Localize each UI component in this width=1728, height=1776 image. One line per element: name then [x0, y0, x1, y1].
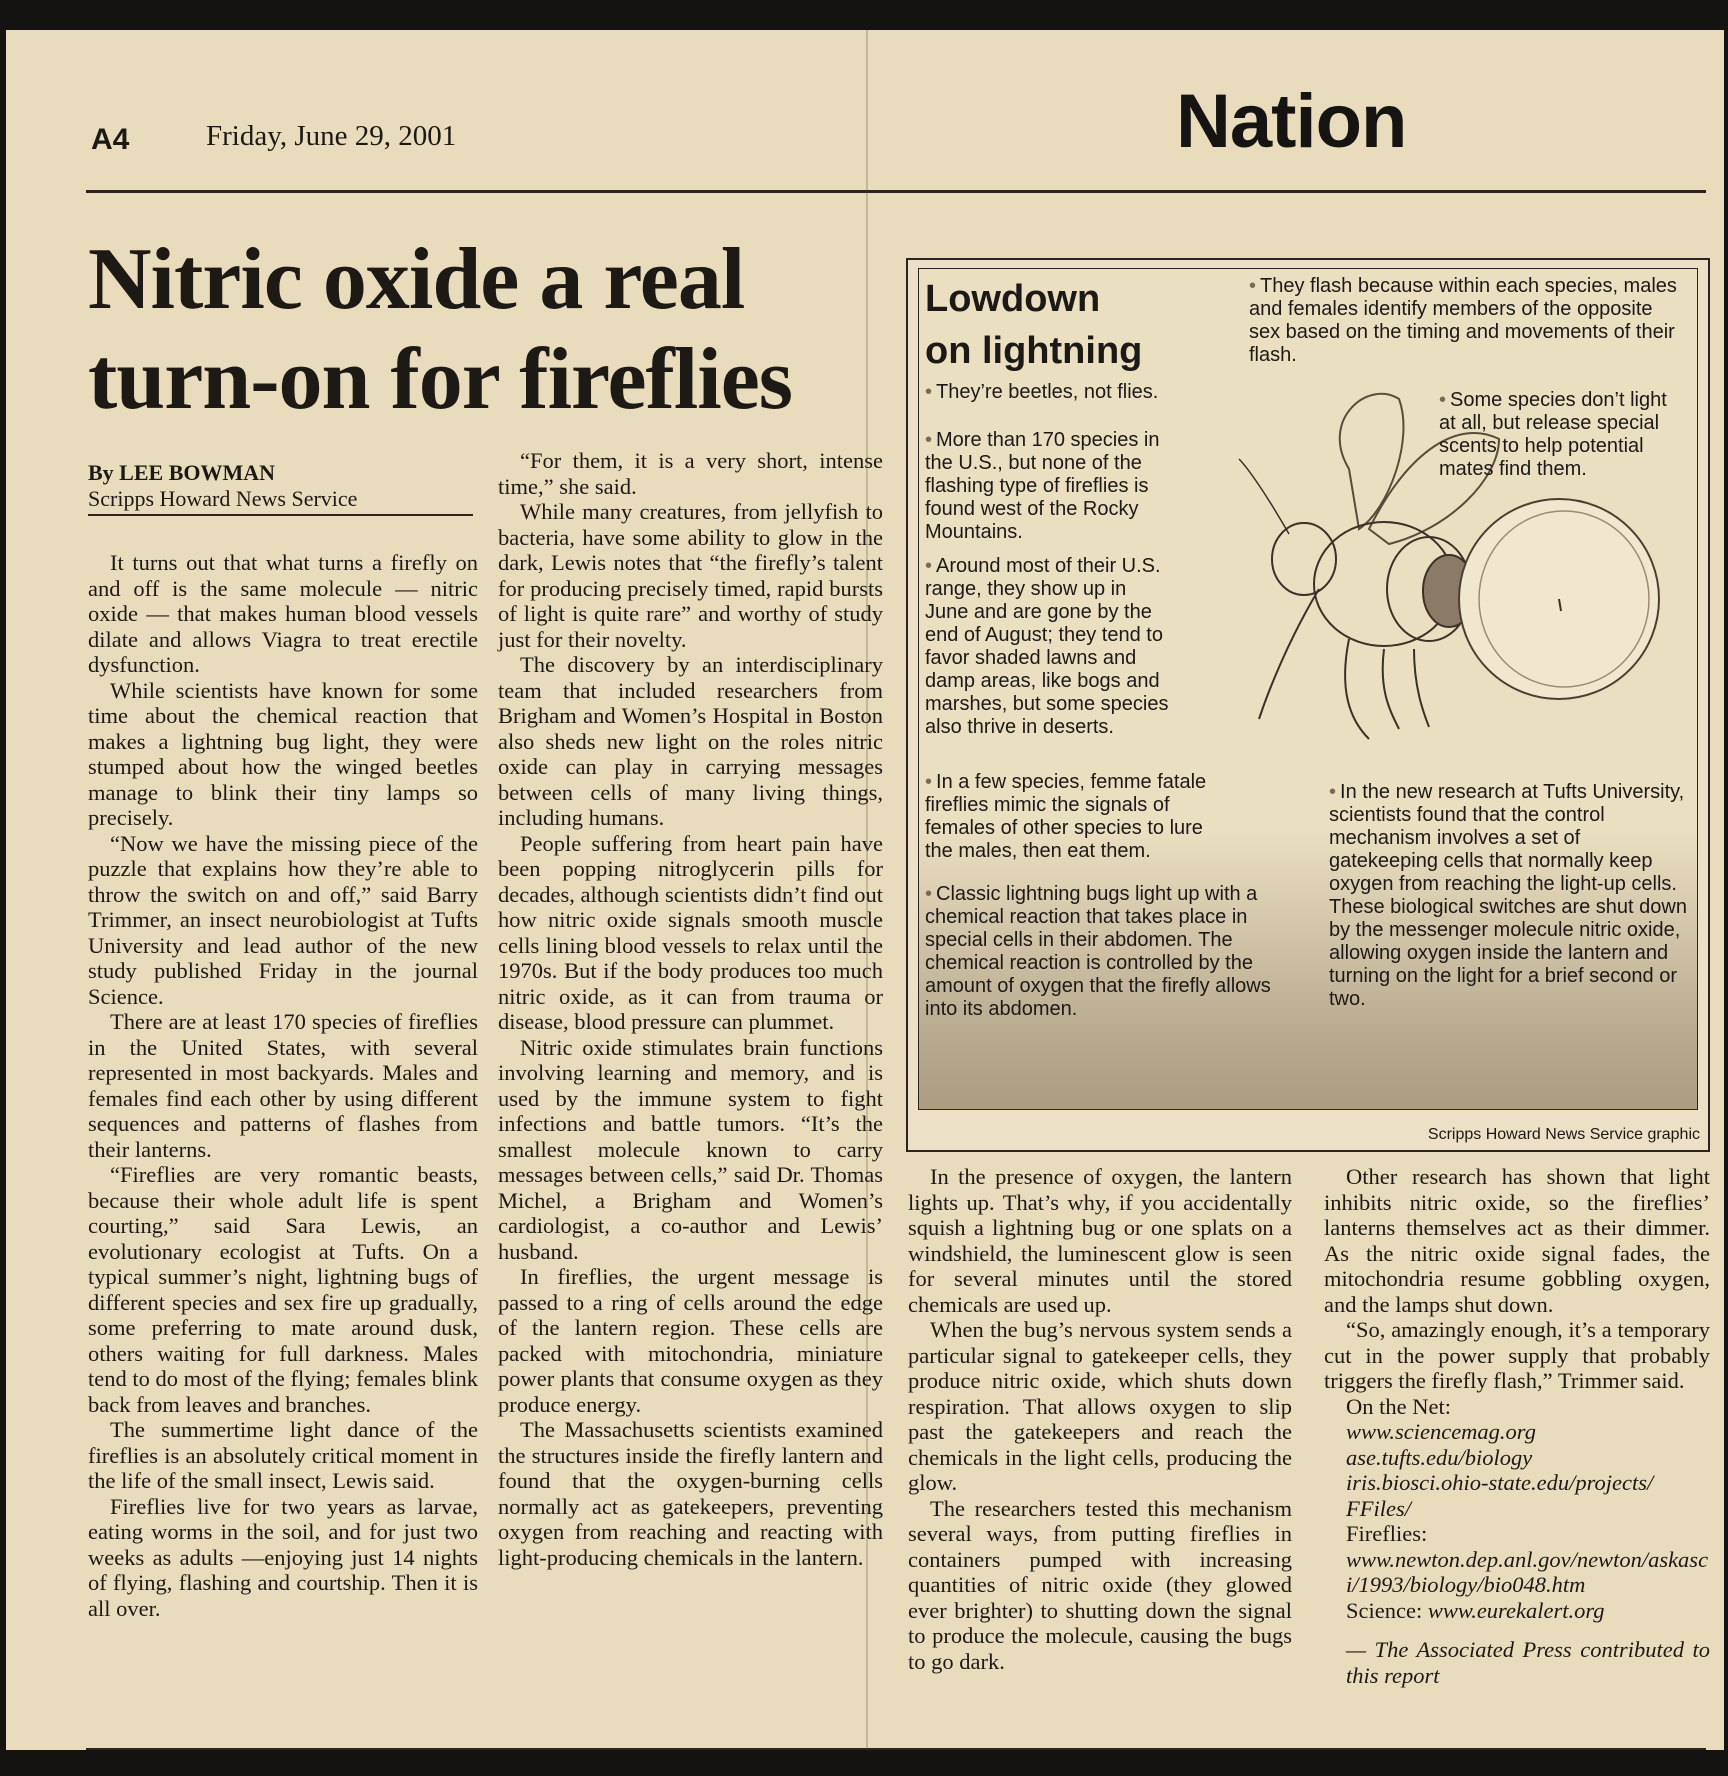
article-column-3	[908, 1164, 1292, 1674]
science-link: www.eurekalert.org	[1427, 1597, 1605, 1623]
graphic-title	[925, 273, 1142, 377]
paragraph: Nitric oxide stimulates brain functions involving learning and memory, and is used by the immune system to fight infections and battle tumors. “It’s the smallest molecule known to carry messages between cells,” said Dr. Thomas Michel, a Brigham and Women’s cardiologist, a co-author and Lewis’ husband.	[498, 1034, 883, 1264]
fireflies-label: Fireflies:	[1346, 1521, 1428, 1546]
bullet-icon: •	[925, 555, 933, 577]
page-number: A4	[91, 123, 130, 156]
byline-rule	[88, 514, 473, 516]
graphic-credit: Scripps Howard News Service graphic	[1427, 1126, 1700, 1143]
paragraph: The discovery by an interdisciplinary team that included researchers from Brigham and Women’s Hospital in Boston also sheds new light on the roles nitric oxide can play in carrying messages between cells of many living things, including humans.	[498, 652, 883, 830]
byline-org: Scripps Howard News Service	[88, 486, 358, 511]
section-title: Nation	[1176, 79, 1407, 164]
paragraph: The Massachusetts scientists examined the structures inside the firefly lantern and found that the oxygen-burning cells normally act as gatekeepers, preventing oxygen from reaching and reacting with light-producing chemicals in the lantern.	[498, 1417, 883, 1570]
paragraph: “For them, it is a very short, intense time,” she said.	[498, 448, 883, 499]
paragraph: In fireflies, the urgent message is passed to a ring of cells around the edge of the lantern region. These cells are packed with mitochondria, miniature power plants that consume oxygen as they produce energy.	[498, 1264, 883, 1417]
fact-tufts	[1329, 781, 1694, 1011]
issue-date: Friday, June 29, 2001	[206, 120, 457, 152]
paragraph: The summertime light dance of the fireflies is an absolutely critical moment in the life of the small insect, Lewis said.	[88, 1417, 478, 1493]
bullet-icon: •	[1439, 389, 1447, 411]
bullet-icon: •	[1249, 275, 1257, 297]
link-text: www.sciencemag.org	[1346, 1419, 1536, 1444]
bullet-icon: •	[925, 429, 933, 451]
science-line	[1324, 1598, 1710, 1624]
newspaper-page	[6, 30, 1724, 1750]
fact-text: They flash because within each species, males and females identify members of the opposite sex based on the timing and movements of their flash.	[1249, 275, 1677, 366]
fact-species	[925, 429, 1175, 544]
paragraph: “Fireflies are very romantic beasts, because their whole adult life is spent courting,” said Sara Lewis, an evolutionary ecologist at Tufts. On a typical summer’s night, lightning bugs of different species and sex fire up gradually, some preferring to mate around dusk, others waiting for full darkness. Males tend to do most of the flying; females blink back from leaves and branches.	[88, 1162, 478, 1417]
fact-flash	[1249, 275, 1689, 367]
fact-text: Classic lightning bugs light up with a chemical reaction that takes place in special cells in their abdomen. The chemical reaction is controlled by the amount of oxygen that the firefly allows into its abdomen.	[925, 883, 1271, 1020]
paragraph: When the bug’s nervous system sends a particular signal to gatekeeper cells, they produce nitric oxide, which shuts down respiration. That allows oxygen to slip past the gatekeepers and reach the chemicals in the light cells, producing the glow.	[908, 1317, 1292, 1495]
lowdown-graphic	[906, 258, 1710, 1152]
fact-beetles	[925, 381, 1195, 404]
paragraph: While scientists have known for some time about the chemical reaction that makes a lightning bug light, they were stumped about how the winged beetles manage to blink their tiny lamps so precisely.	[88, 677, 478, 830]
science-label: Science:	[1346, 1597, 1423, 1623]
bullet-icon: •	[1329, 781, 1337, 803]
contributor-note: — The Associated Press contributed to this report	[1346, 1637, 1710, 1688]
paragraph: It turns out that what turns a firefly on and off is the same molecule — nitric oxide — that makes human blood vessels dilate and allows Viagra to treat erectile dysfunction.	[88, 550, 478, 677]
paragraph: Other research has shown that light inhibits nitric oxide, so the fireflies’ lanterns themselves act as their dimmer. As the nitric oxide signal fades, the mitochondria resume gobbling oxygen, and the lamps shut down.	[1324, 1164, 1710, 1317]
fact-text: More than 170 species in the U.S., but none of the flashing type of fireflies is found west of the Rocky Mountains.	[925, 429, 1160, 543]
article-column-4	[1324, 1164, 1710, 1688]
link-text: www.newton.dep.anl.gov/newton/askasci/1993/biology/bio048.htm	[1346, 1546, 1709, 1597]
paragraph: There are at least 170 species of fireflies in the United States, with several represented in most backyards. Males and females find each other by using different sequences and patterns of flashes from their lanterns.	[88, 1009, 478, 1162]
paragraph: People suffering from heart pain have been popping nitroglycerin pills for decades, although scientists didn’t find out how nitric oxide signals smooth muscle cells lining blood vessels to relax until the 1970s. But if the body produces too much nitric oxide, as it can from trauma or disease, blood pressure can plummet.	[498, 830, 883, 1034]
bullet-icon: •	[925, 883, 933, 905]
fact-text: In a few species, femme fatale fireflies mimic the signals of females of other species to lure the males, then eat them.	[925, 771, 1207, 862]
paragraph: While many creatures, from jellyfish to bacteria, have some ability to glow in the dark, Lewis notes that “the firefly’s talent for producing precisely timed, rapid bursts of light is quite rare” and worthy of study just for their novelty.	[498, 499, 883, 652]
byline-name: By LEE BOWMAN	[88, 460, 276, 485]
paragraph: “Now we have the missing piece of the puzzle that explains how they’re able to throw the switch on and off,” said Barry Trimmer, an insect neurobiologist at Tufts University and lead author of the new study published Friday in the journal Science.	[88, 830, 478, 1009]
article-column-2	[498, 448, 883, 1570]
fact-text: Around most of their U.S. range, they show up in June and are gone by the end of August; they tend to favor shaded lawns and damp areas, like bogs and marshes, but some species also thrive in deserts.	[925, 555, 1169, 738]
bullet-icon: •	[925, 771, 933, 793]
bullet-icon: •	[925, 381, 933, 403]
link-text: iris.biosci.ohio-state.edu/projects/ FFiles/	[1346, 1470, 1654, 1521]
fact-text: In the new research at Tufts University, scientists found that the control mechanism involves a set of gatekeeping cells that normally keep oxygen from reaching the light-up cells. These biological switches are shut down by the messenger molecule nitric oxide, allowing oxygen inside the lantern and turning on the light for a brief second or two.	[1329, 781, 1687, 1010]
paragraph: In the presence of oxygen, the lantern lights up. That’s why, if you accidentally squish a lightning bug or one splats on a windshield, the luminescent glow is seen for several minutes until the stored chemicals are used up.	[908, 1164, 1292, 1317]
paragraph: Fireflies live for two years as larvae, eating worms in the soil, and for just two weeks as adults —enjoying just 14 nights of flying, flashing and courtship. Then it is all over.	[88, 1493, 478, 1621]
fact-femme-fatale	[925, 771, 1235, 863]
graphic-title-line-2: on lightning	[925, 330, 1143, 372]
graphic-title-line-1: Lowdown	[925, 278, 1101, 320]
fact-classic	[925, 883, 1285, 1021]
fact-text: Some species don’t light at all, but release special scents to help potential mates find them.	[1439, 389, 1667, 480]
fact-text: They’re beetles, not flies.	[936, 381, 1159, 403]
header-rule	[86, 190, 1706, 193]
graphic-panel	[918, 268, 1698, 1110]
paragraph: The researchers tested this mechanism several ways, from putting fireflies in containers pumped with increasing quantities of nitric oxide (they glowed ever brighter) to shutting down the signal to produce the molecule, causing the bugs to go dark.	[908, 1495, 1292, 1674]
link-text: ase.tufts.edu/biology	[1346, 1444, 1533, 1470]
fact-range	[925, 555, 1170, 739]
on-the-net-label: On the Net:	[1346, 1393, 1451, 1419]
fact-scents	[1439, 389, 1689, 481]
article-headline: Nitric oxide a real turn-on for fireflies	[88, 231, 793, 428]
article-column-1	[88, 550, 478, 1621]
paragraph: “So, amazingly enough, it’s a temporary cut in the power supply that probably triggers the firefly flash,” Trimmer said.	[1324, 1317, 1710, 1393]
footer-rule	[86, 1748, 1706, 1750]
byline	[88, 460, 357, 512]
